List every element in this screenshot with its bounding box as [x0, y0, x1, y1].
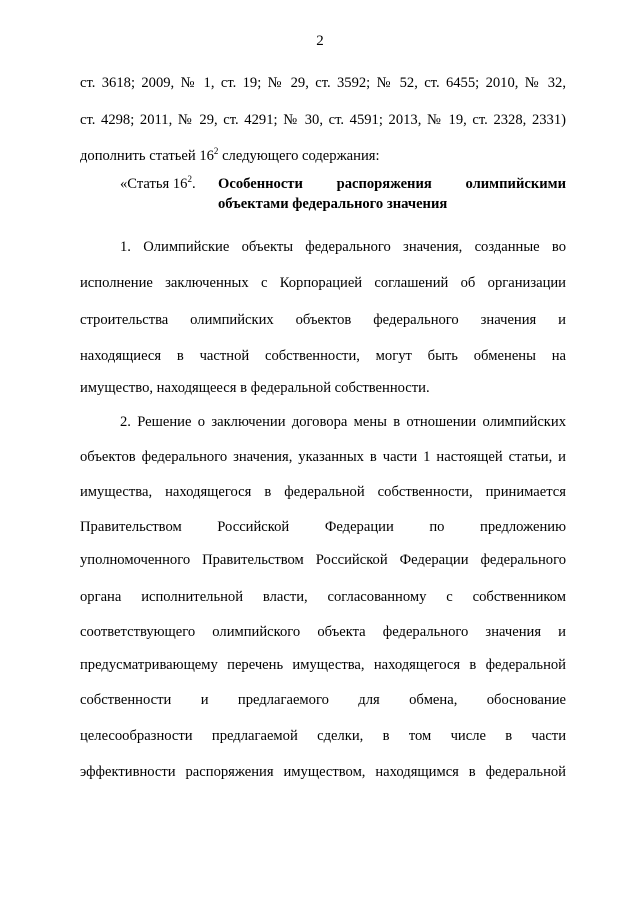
paragraph-2-line: целесообразности предлагаемой сделки, в том числе в части [80, 728, 566, 744]
paragraph-2-line: органа исполнительной власти, согласованному с собственником [80, 589, 566, 605]
paragraph-1-line: 1. Олимпийские объекты федерального значения, созданные во [120, 239, 566, 255]
paragraph-2-line: предусматривающему перечень имущества, находящегося в федеральной [80, 657, 566, 673]
article-label-dot: . [191, 176, 196, 192]
paragraph-1-line: имущество, находящееся в федеральной собственности. [80, 380, 430, 396]
paragraph-2-line: имущества, находящегося в федеральной собственности, принимается [80, 484, 566, 500]
article-title-line-2: объектами федерального значения [218, 196, 448, 212]
paragraph-2-line: эффективности распоряжения имуществом, находящимся в федеральной [80, 764, 566, 780]
paragraph-2-line: соответствующего олимпийского объекта федерального значения и [80, 624, 566, 640]
paragraph-2-line: уполномоченного Правительством Российской Федерации федерального [80, 552, 566, 568]
intro-line-3-superscript: 2 [213, 146, 219, 157]
intro-line-3-tail: следующего содержания: [218, 148, 380, 164]
intro-line-1: ст. 3618; 2009, № 1, ст. 19; № 29, ст. 3592; № 52, ст. 6455; 2010, № 32, [80, 75, 566, 91]
article-label [120, 174, 218, 194]
paragraph-1-line: находящиеся в частной собственности, могут быть обменены на [80, 348, 566, 364]
article-label-text: «Статья 16 [120, 176, 188, 192]
intro-line-2: ст. 4298; 2011, № 29, ст. 4291; № 30, ст. 4591; 2013, № 19, ст. 2328, 2331) [80, 112, 566, 128]
paragraph-1-line: строительства олимпийских объектов федерального значения и [80, 312, 566, 328]
paragraph-1-line: исполнение заключенных с Корпорацией соглашений об организации [80, 275, 566, 291]
article-heading [120, 174, 566, 214]
article-title-line-1: Особенности распоряжения олимпийскими [218, 176, 566, 192]
page-number: 2 [316, 33, 324, 49]
intro-line-3-text: дополнить статьей 16 [80, 148, 214, 164]
paragraph-2-line: 2. Решение о заключении договора мены в отношении олимпийских [120, 414, 566, 430]
intro-line-3 [80, 146, 566, 166]
paragraph-2-line: объектов федерального значения, указанных в части 1 настоящей статьи, и [80, 449, 566, 465]
article-label-superscript: 2 [187, 174, 192, 185]
paragraph-2-line: Правительством Российской Федерации по предложению [80, 519, 566, 535]
paragraph-2-line: собственности и предлагаемого для обмена, обоснование [80, 692, 566, 708]
